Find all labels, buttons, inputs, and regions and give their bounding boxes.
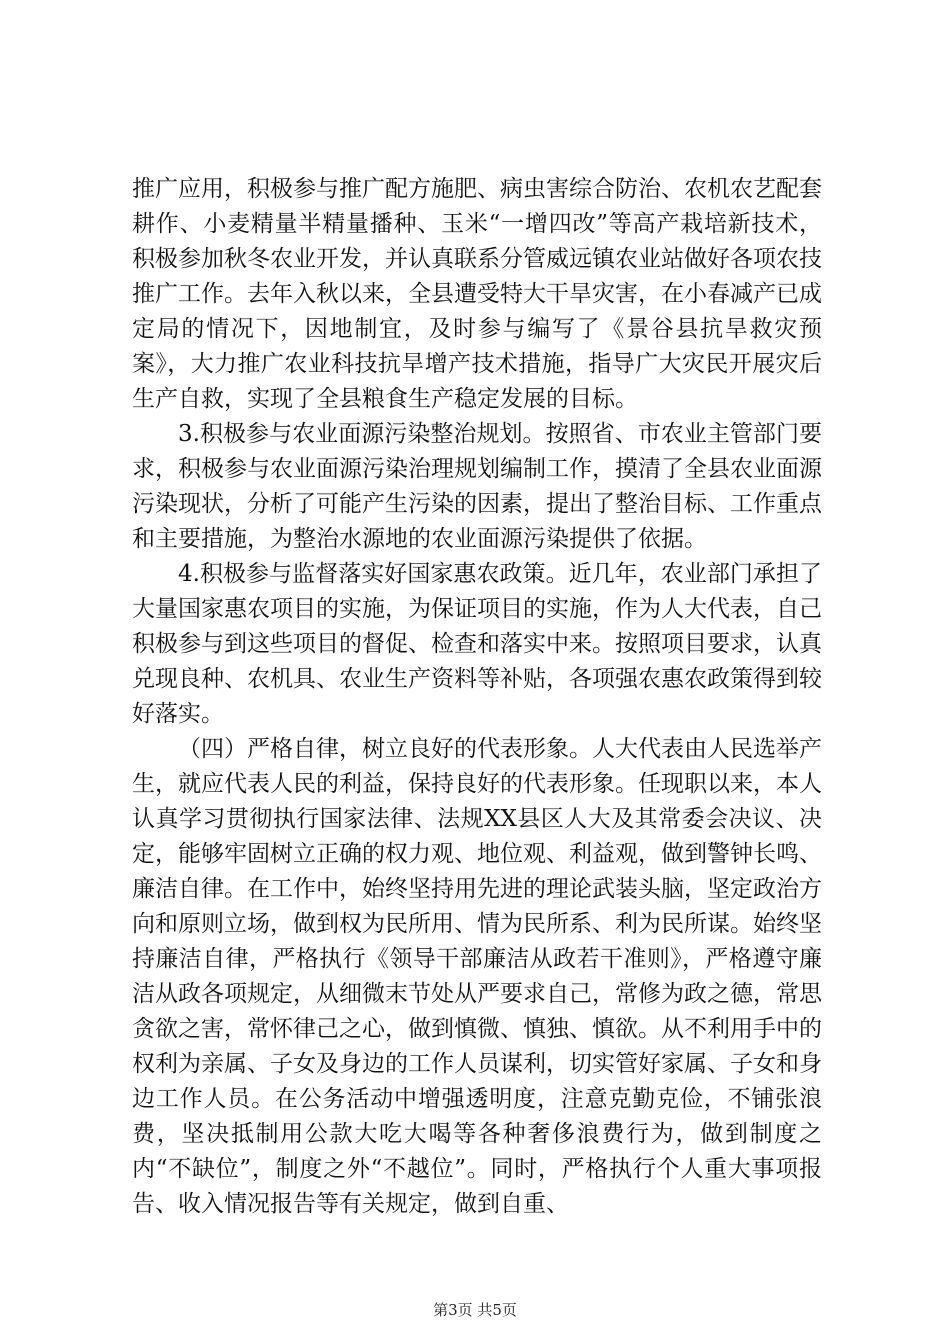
paragraph-item-3: 3.积极参与农业面源污染整治规划。按照省、市农业主管部门要求，积极参与农业面源污染治理规划编制工作，摸清了全县农业面源污染现状，分析了可能产生污染的因素，提出了整治目标、工作重点和主要措施，为整治水源地的农业面源污染提供了依据。 xyxy=(132,421,822,552)
paragraph-item-4: 4.积极参与监督落实好国家惠农政策。近几年，农业部门承担了大量国家惠农项目的实施，为保证项目的实施，作为人大代表，自己积极参与到这些项目的督促、检查和落实中来。按照项目要求，认真兑现良种、农机具、农业生产资料等补贴，各项强农惠农政策得到较好落实。 xyxy=(132,561,822,727)
paragraph-section-4: （四）严格自律，树立良好的代表形象。人大代表由人民选举产生，就应代表人民的利益，保持良好的代表形象。任现职以来，本人认真学习贯彻执行国家法律、法规XX县区人大及其常委会决议、决定，能够牢固树立正确的权力观、地位观、利益观，做到警钟长鸣、廉洁自律。在工作中，始终坚持用先进的理论武装头脑，坚定政治方向和原则立场，做到权为民所用、情为民所系、利为民所谋。始终坚持廉洁自律，严格执行《领导干部廉洁从政若干准则》，严格遵守廉洁从政各项规定，从细微末节处从严要求自己，常修为政之德，常思贪欲之害，常怀律己之心，做到慎微、慎独、慎欲。从不利用手中的权利为亲属、子女及身边的工作人员谋利，切实管好家属、子女和身边工作人员。在公务活动中增强透明度，注意克勤克俭，不铺张浪费，坚决抵制用公款大吃大喝等各种奢侈浪费行为，做到制度之内“不缺位”，制度之外“不越位”。同时，严格执行个人重大事项报告、收入情况报告等有关规定，做到自重、 xyxy=(132,736,822,1217)
document-body xyxy=(132,172,822,1222)
page-footer: 第3页 共5页 xyxy=(433,1301,517,1319)
paragraph-continued: 推广应用，积极参与推广配方施肥、病虫害综合防治、农机农艺配套耕作、小麦精量半精量播种、玉米“一增四改”等高产栽培新技术，积极参加秋冬农业开发，并认真联系分管威远镇农业站做好各项农技推广工作。去年入秋以来，全县遭受特大干旱灾害，在小春减产已成定局的情况下，因地制宜，及时参与编写了《景谷县抗旱救灾预案》，大力推广农业科技抗旱增产技术措施，指导广大灾民开展灾后生产自救，实现了全县粮食生产稳定发展的目标。 xyxy=(132,176,822,412)
